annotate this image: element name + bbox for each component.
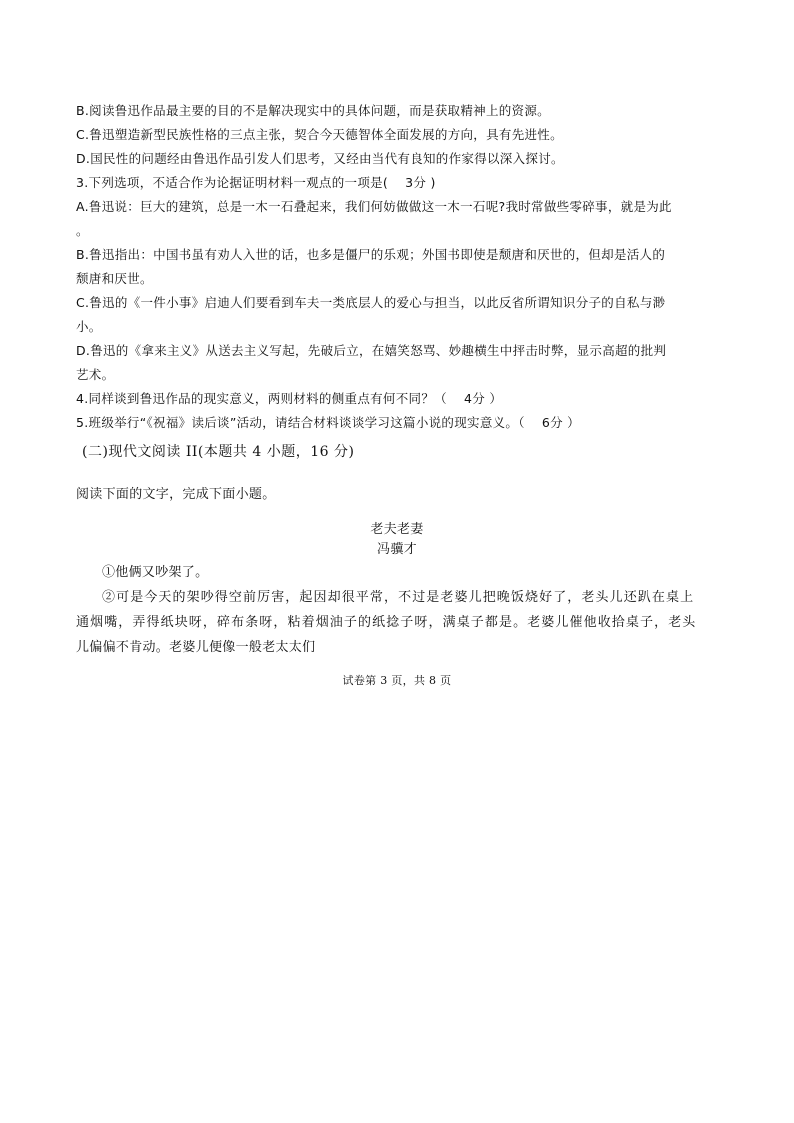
section-heading: (二)现代文阅读 II(本题共 4 小题，16 分) <box>82 444 355 460</box>
q3-option-d-line1: D.鲁迅的《拿来主义》从送去主义写起，先破后立，在嬉笑怒骂、妙趣横生中抨击时弊，显示高超的批判 <box>76 343 667 358</box>
option-c-line: C.鲁迅塑造新型民族性格的三点主张，契合今天德智体全面发展的方向，具有先进性。 <box>76 127 563 142</box>
question-4: 4.同样谈到鲁迅作品的现实意义，两则材料的侧重点有何不同？（ 4分 ） <box>76 391 503 406</box>
question-5: 5.班级举行“《祝福》读后谈”活动，请结合材料谈谈学习这篇小说的现实意义。（ 6分 ） <box>76 415 580 430</box>
q3-option-a-line2: 。 <box>76 223 89 238</box>
q3-option-c-line2: 小。 <box>76 319 102 334</box>
q3-option-b-line2: 颓唐和厌世。 <box>76 271 153 286</box>
q3-option-b-line1: B.鲁迅指出：中国书虽有劝人入世的话，也多是僵尸的乐观；外国书即使是颓唐和厌世的，但却是活人的 <box>76 247 666 262</box>
q3-option-c-line1: C.鲁迅的《一件小事》启迪人们要看到车夫一类底层人的爱心与担当，以此反省所谓知识分子的自私与渺 <box>76 295 666 310</box>
page-footer: 试卷第 3 页，共 8 页 <box>342 674 452 687</box>
question-3: 3.下列选项，不适合作为论据证明材料一观点的一项是( 3分 ) <box>76 175 436 190</box>
story-paragraph-2-line-3: 儿偏偏不肯动。老婆儿便像一般老太太们 <box>76 640 316 655</box>
reading-instruction: 阅读下面的文字，完成下面小题。 <box>76 487 276 502</box>
story-title: 老夫老妻 <box>370 522 424 537</box>
q3-option-d-line2: 艺术。 <box>76 367 115 382</box>
story-paragraph-2-line-2: 通烟嘴，弄得纸块呀，碎布条呀，粘着烟油子的纸捻子呀，满桌子都是。老婆儿催他收拾桌子，老头 <box>76 615 697 630</box>
story-paragraph-2-line-1: ②可是今天的架吵得空前厉害，起因却很平常，不过是老婆儿把晚饭烧好了，老头儿还趴在桌上 <box>102 590 695 605</box>
option-b-line: B.阅读鲁迅作品最主要的目的不是解决现实中的具体问题，而是获取精神上的资源。 <box>76 103 550 118</box>
q3-option-a-line1: A.鲁迅说：巨大的建筑，总是一木一石叠起来，我们何妨做做这一木一石呢?我时常做些零碎事，就是为此 <box>76 199 672 214</box>
story-author: 冯骥才 <box>377 542 417 557</box>
option-d-line: D.国民性的问题经由鲁迅作品引发人们思考，又经由当代有良知的作家得以深入探讨。 <box>76 151 564 166</box>
story-paragraph-1: ①他俩又吵架了。 <box>102 565 209 580</box>
